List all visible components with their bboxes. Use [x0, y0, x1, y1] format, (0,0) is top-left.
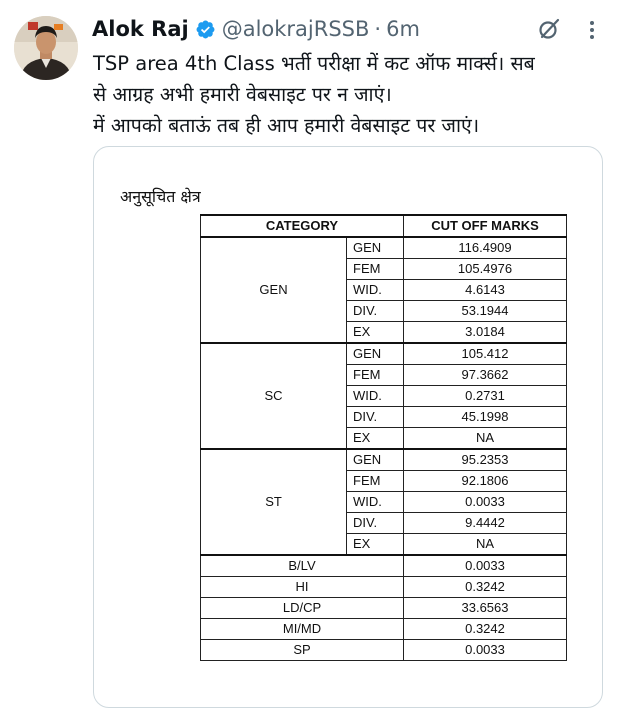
special-category-cell: B/LV	[201, 555, 404, 577]
special-category-cell: HI	[201, 577, 404, 598]
marks-cell: 9.4442	[404, 513, 567, 534]
subcategory-cell: WID.	[347, 386, 404, 407]
table-row	[201, 449, 567, 471]
marks-cell: 0.0033	[404, 492, 567, 513]
table-row	[201, 555, 567, 577]
subcategory-cell: FEM	[347, 365, 404, 386]
verified-badge-icon	[195, 19, 216, 40]
marks-cell: 95.2353	[404, 449, 567, 471]
table-row	[201, 237, 567, 259]
subcategory-cell: GEN	[347, 343, 404, 365]
subcategory-cell: DIV.	[347, 301, 404, 322]
tweet-line: TSP area 4th Class भर्ती परीक्षा में कट ऑफ मार्क्स। सब	[93, 52, 535, 75]
marks-cell: 0.0033	[404, 555, 567, 577]
category-cell: SC	[201, 343, 347, 449]
more-icon[interactable]	[582, 17, 602, 43]
marks-cell: 0.0033	[404, 640, 567, 661]
subcategory-cell: GEN	[347, 237, 404, 259]
table-row	[201, 598, 567, 619]
tweet-line: में आपको बताऊं तब ही आप हमारी वेबसाइट पर जाएं।	[93, 114, 480, 137]
timestamp[interactable]: 6m	[386, 17, 420, 41]
grok-icon[interactable]	[536, 16, 562, 42]
marks-cell: NA	[404, 534, 567, 556]
subcategory-cell: FEM	[347, 259, 404, 280]
table-row	[201, 640, 567, 661]
column-header-category: CATEGORY	[201, 215, 404, 237]
marks-cell: 53.1944	[404, 301, 567, 322]
marks-cell: 105.4976	[404, 259, 567, 280]
marks-cell: NA	[404, 428, 567, 450]
subcategory-cell: GEN	[347, 449, 404, 471]
special-category-cell: LD/CP	[201, 598, 404, 619]
tweet-image[interactable]	[93, 146, 603, 708]
separator-dot: ·	[374, 17, 382, 41]
table-row	[201, 619, 567, 640]
avatar[interactable]	[14, 16, 78, 80]
marks-cell: 0.3242	[404, 619, 567, 640]
author-name[interactable]: Alok Raj	[92, 17, 189, 41]
table-row	[201, 577, 567, 598]
marks-cell: 0.2731	[404, 386, 567, 407]
marks-cell: 33.6563	[404, 598, 567, 619]
document-heading: अनुसूचित क्षेत्र	[120, 187, 201, 206]
table-header-row	[201, 215, 567, 237]
tweet-text	[93, 48, 613, 141]
table-row	[201, 343, 567, 365]
tweet-line: से आग्रह अभी हमारी वेबसाइट पर न जाएं।	[93, 83, 392, 106]
marks-cell: 116.4909	[404, 237, 567, 259]
tweet-header	[92, 13, 606, 45]
category-cell: ST	[201, 449, 347, 555]
column-header-marks: CUT OFF MARKS	[404, 215, 567, 237]
special-category-cell: MI/MD	[201, 619, 404, 640]
marks-cell: 97.3662	[404, 365, 567, 386]
marks-cell: 92.1806	[404, 471, 567, 492]
marks-cell: 0.3242	[404, 577, 567, 598]
subcategory-cell: EX	[347, 322, 404, 344]
marks-cell: 45.1998	[404, 407, 567, 428]
cutoff-table	[200, 214, 567, 661]
subcategory-cell: DIV.	[347, 513, 404, 534]
marks-cell: 4.6143	[404, 280, 567, 301]
category-cell: GEN	[201, 237, 347, 343]
author-handle[interactable]: @alokrajRSSB	[221, 17, 370, 41]
subcategory-cell: EX	[347, 428, 404, 450]
subcategory-cell: FEM	[347, 471, 404, 492]
subcategory-cell: WID.	[347, 492, 404, 513]
subcategory-cell: EX	[347, 534, 404, 556]
special-category-cell: SP	[201, 640, 404, 661]
marks-cell: 3.0184	[404, 322, 567, 344]
marks-cell: 105.412	[404, 343, 567, 365]
subcategory-cell: WID.	[347, 280, 404, 301]
subcategory-cell: DIV.	[347, 407, 404, 428]
